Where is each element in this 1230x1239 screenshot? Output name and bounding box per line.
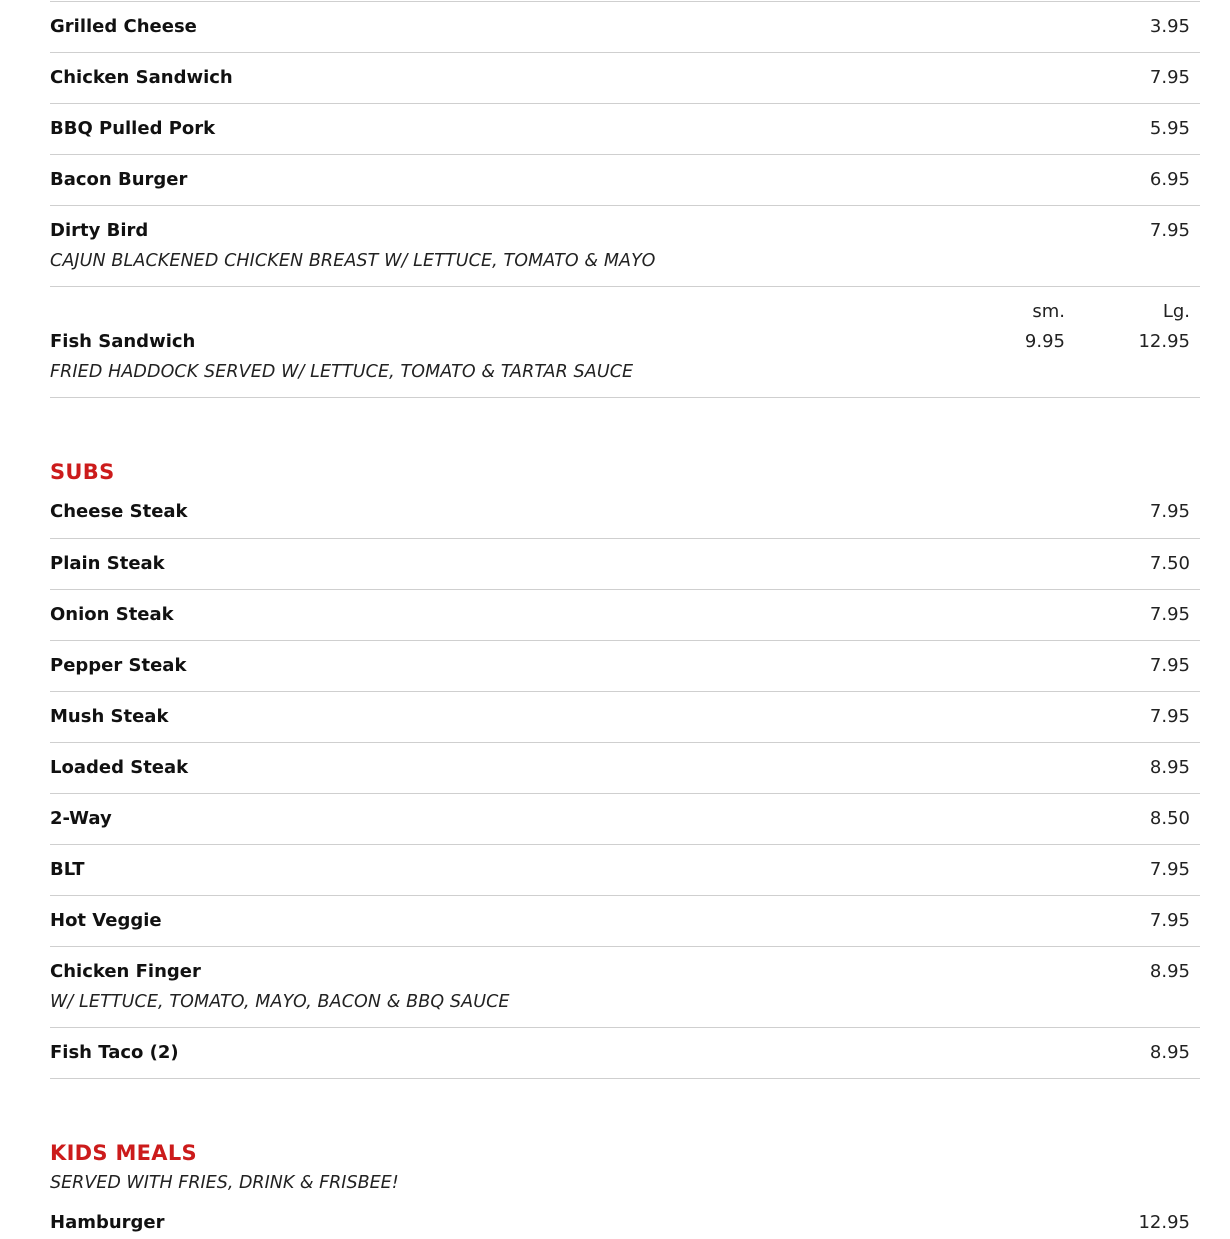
item-name: Onion Steak [50,604,174,625]
item-price: 12.95 [1138,1212,1190,1233]
item-name: Hot Veggie [50,910,162,931]
item-price: 7.95 [1149,859,1190,880]
item-price: 5.95 [1149,118,1190,139]
item-price: 8.95 [1149,757,1190,778]
item-price: 7.95 [1149,910,1190,931]
section-subtitle-kids-meals: SERVED WITH FRIES, DRINK & FRISBEE! [50,1173,399,1193]
item-name: Pepper Steak [50,655,187,676]
item-name: Cheese Steak [50,501,188,522]
item-description: CAJUN BLACKENED CHICKEN BREAST W/ LETTUCE, TOMATO & MAYO [50,251,656,271]
menu-item-fish-taco [50,1028,1200,1079]
item-price: 7.95 [1149,501,1190,522]
menu-item-mush-steak [50,692,1200,743]
item-name: Bacon Burger [50,169,188,190]
item-price: 7.50 [1149,553,1190,574]
section-title-subs: SUBS [50,460,115,484]
menu-item-grilled-cheese [50,1,1200,53]
item-name: Dirty Bird [50,220,149,241]
menu-item-chicken-sandwich [50,53,1200,104]
size-small-label: sm. [1032,301,1065,322]
menu-item-chicken-finger [50,947,1200,1028]
item-name: Chicken Finger [50,961,201,982]
item-description: FRIED HADDOCK SERVED W/ LETTUCE, TOMATO & TARTAR SAUCE [50,362,634,382]
item-price: 7.95 [1149,604,1190,625]
item-name: BBQ Pulled Pork [50,118,216,139]
item-name: Mush Steak [50,706,169,727]
item-price: 7.95 [1149,220,1190,241]
item-price-large: 12.95 [1138,331,1190,352]
item-price: 7.95 [1149,706,1190,727]
sandwiches-section [50,1,1200,398]
item-name: 2-Way [50,808,112,829]
item-price: 8.95 [1149,961,1190,982]
menu-item-fish-sandwich [50,287,1200,398]
item-name: Hamburger [50,1212,165,1233]
item-name: BLT [50,859,85,880]
menu-item-hamburger [50,1199,1200,1239]
menu-item-bbq-pulled-pork [50,104,1200,155]
item-price: 7.95 [1149,67,1190,88]
item-name: Fish Sandwich [50,331,196,352]
menu-item-dirty-bird [50,206,1200,287]
menu-item-hot-veggie [50,896,1200,947]
subs-section [50,488,1200,1079]
item-price: 7.95 [1149,655,1190,676]
item-description: W/ LETTUCE, TOMATO, MAYO, BACON & BBQ SAUCE [50,992,510,1012]
item-price: 8.95 [1149,1042,1190,1063]
menu-item-onion-steak [50,590,1200,641]
item-price-small: 9.95 [1024,331,1065,352]
section-title-kids-meals: KIDS MEALS [50,1141,197,1165]
menu-item-cheese-steak [50,488,1200,539]
item-name: Chicken Sandwich [50,67,233,88]
menu-item-pepper-steak [50,641,1200,692]
menu-item-plain-steak [50,539,1200,590]
item-price: 8.50 [1149,808,1190,829]
kids-meals-section [50,1199,1200,1239]
item-name: Grilled Cheese [50,16,197,37]
item-name: Plain Steak [50,553,165,574]
size-large-label: Lg. [1162,301,1190,322]
item-price: 6.95 [1149,169,1190,190]
menu-item-2-way [50,794,1200,845]
item-name: Fish Taco (2) [50,1042,179,1063]
menu-item-bacon-burger [50,155,1200,206]
item-price: 3.95 [1149,16,1190,37]
menu-item-loaded-steak [50,743,1200,794]
menu-item-blt [50,845,1200,896]
item-name: Loaded Steak [50,757,189,778]
